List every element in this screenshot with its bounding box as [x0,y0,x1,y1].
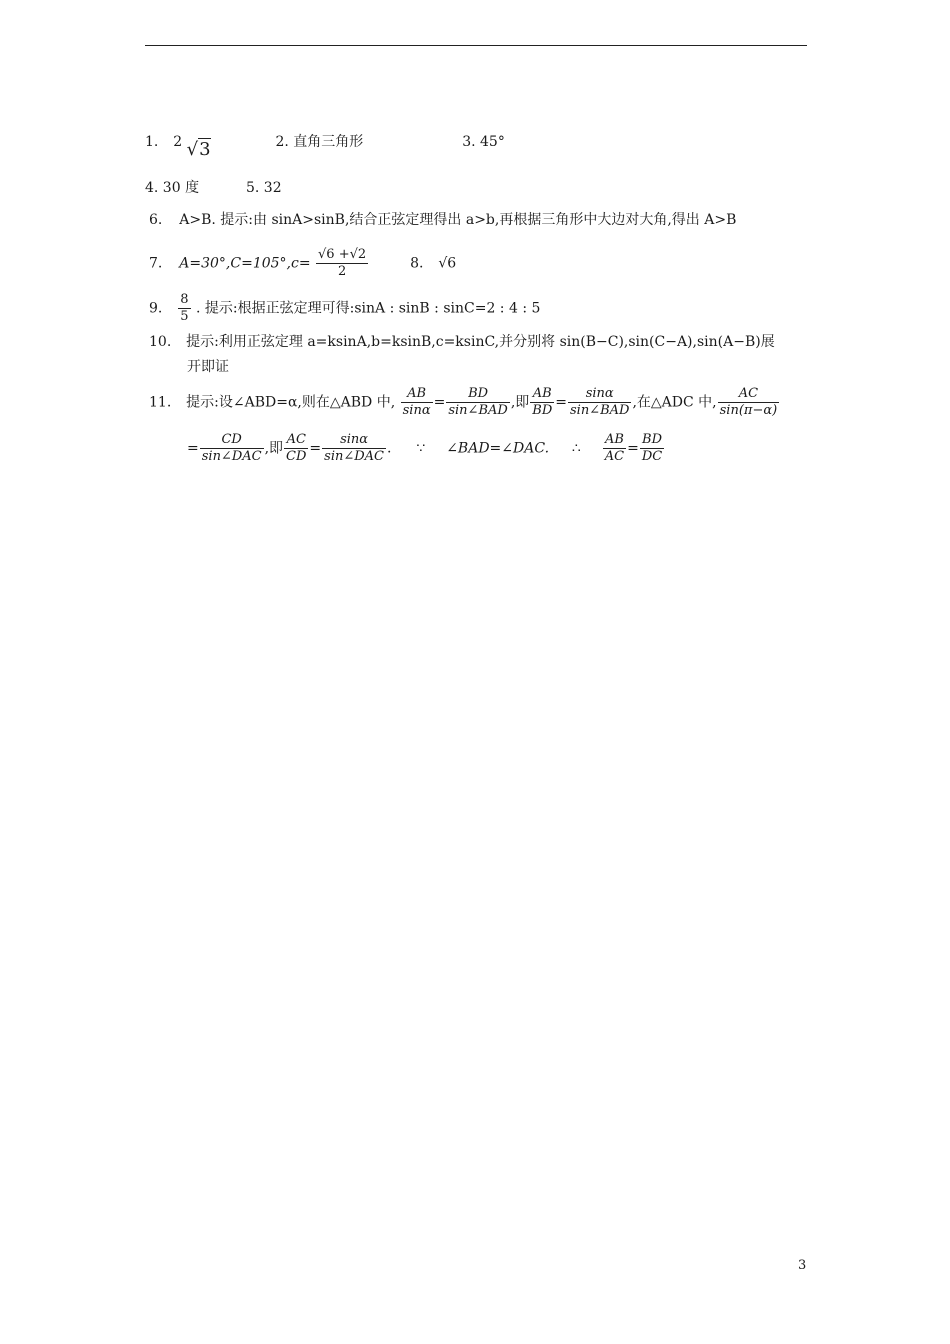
equals-sign: = [627,440,639,457]
answer-11-number: 11. [149,394,172,411]
fraction-denominator: 2 [337,264,347,279]
answer-11-text-2: ,即 [510,394,530,411]
answer-9 [149,292,540,325]
fraction-numerator: AB [530,386,554,403]
answer-6 [149,210,736,230]
fraction-numerator: AB [603,432,626,449]
equals-sign: = [555,394,567,411]
answer-11-text-4: ,即 [264,440,284,457]
fraction-denominator: 5 [180,309,189,324]
sqrt-symbol: √3 [186,139,211,160]
equals-sign: = [433,394,446,411]
answer-1-radicand: 3 [199,139,211,160]
answer-10 [149,332,775,352]
page-number: 3 [798,1258,807,1273]
fraction-denominator: sin∠DAC [324,449,385,464]
fraction-numerator: CD [200,432,264,449]
fraction-ac-over-cd [284,432,308,465]
fraction-ac-over-sin-pi-minus-alpha [718,386,780,419]
answer-11-text-3: ,在△ADC 中, [632,394,717,411]
answer-9-fraction [178,292,190,325]
answer-10-number: 10. [149,334,172,350]
answer-7 [149,247,456,280]
fraction-numerator: AB [401,386,433,403]
answer-1-coefficient: 2 [173,134,183,150]
fraction-numerator: sinα [322,432,386,449]
fraction-denominator: sin(π−α) [719,403,778,418]
fraction-bd-over-sin-bad [446,386,509,419]
header-rule [145,45,807,46]
answer-7-text: A=30°,C=105°,c= [179,255,311,272]
answer-3: 3. 45° [462,134,505,150]
answer-10-text: 提示:利用正弦定理 a=ksinA,b=ksinB,c=ksinC,并分别将 sin(B−C),sin(C−A),sin(A−B)展 [186,334,775,350]
fraction-ab-over-sin-alpha [401,386,433,419]
answer-7-fraction [316,247,368,280]
therefore-symbol: ∴ [571,440,581,457]
fraction-numerator: BD [640,432,664,449]
answer-11-text-1: 提示:设∠ABD=α,则在△ABD 中, [186,394,396,411]
answer-6-number: 6. [149,212,163,228]
fraction-numerator: √6 +√2 [318,247,367,262]
answer-row-2 [145,178,282,198]
fraction-ab-over-bd [530,386,554,419]
fraction-numerator: sinα [568,386,631,403]
fraction-numerator: BD [446,386,509,403]
answer-8-number: 8. [410,255,424,272]
answer-11-text-6: ∠BAD=∠DAC. [446,440,550,457]
fraction-denominator: BD [532,403,553,418]
fraction-numerator: AC [718,386,780,403]
answer-row-1 [145,131,505,160]
fraction-denominator: AC [604,449,625,464]
answer-8-value: √6 [438,255,457,272]
fraction-denominator: CD [286,449,307,464]
fraction-cd-over-sin-dac [200,432,264,465]
fraction-denominator: sin∠BAD [448,403,508,418]
fraction-sin-alpha-over-sin-bad [568,386,631,419]
fraction-numerator: AC [284,432,308,449]
answer-11 [149,386,780,419]
fraction-denominator: DC [641,449,663,464]
fraction-sin-alpha-over-sin-dac [322,432,386,465]
because-symbol: ∵ [416,440,426,457]
answer-9-text: . 提示:根据正弦定理可得:sinA : sinB : sinC=2 : 4 : 5 [196,300,541,317]
fraction-denominator: sinα [402,403,431,418]
fraction-ab-over-ac [603,432,626,465]
answer-10-text-2: 开即证 [187,359,229,375]
fraction-numerator: 8 [180,292,189,307]
answer-5: 5. 32 [245,180,282,196]
period: . [387,440,392,457]
answer-10-continuation [187,357,229,377]
equals-sign: = [187,440,199,457]
answer-9-number: 9. [149,300,163,317]
answer-7-number: 7. [149,255,163,272]
answer-6-text: A>B. 提示:由 sinA>sinB,结合正弦定理得出 a>b,再根据三角形中大边对大角,得出 A>B [179,212,737,228]
answer-4: 4. 30 度 [145,180,200,196]
answer-11-continuation [187,432,665,465]
fraction-bd-over-dc [640,432,664,465]
answer-2: 2. 直角三角形 [275,134,364,150]
fraction-denominator: sin∠BAD [569,403,630,418]
equals-sign: = [309,440,322,457]
answer-1-number: 1. [145,134,159,150]
fraction-denominator: sin∠DAC [201,449,262,464]
